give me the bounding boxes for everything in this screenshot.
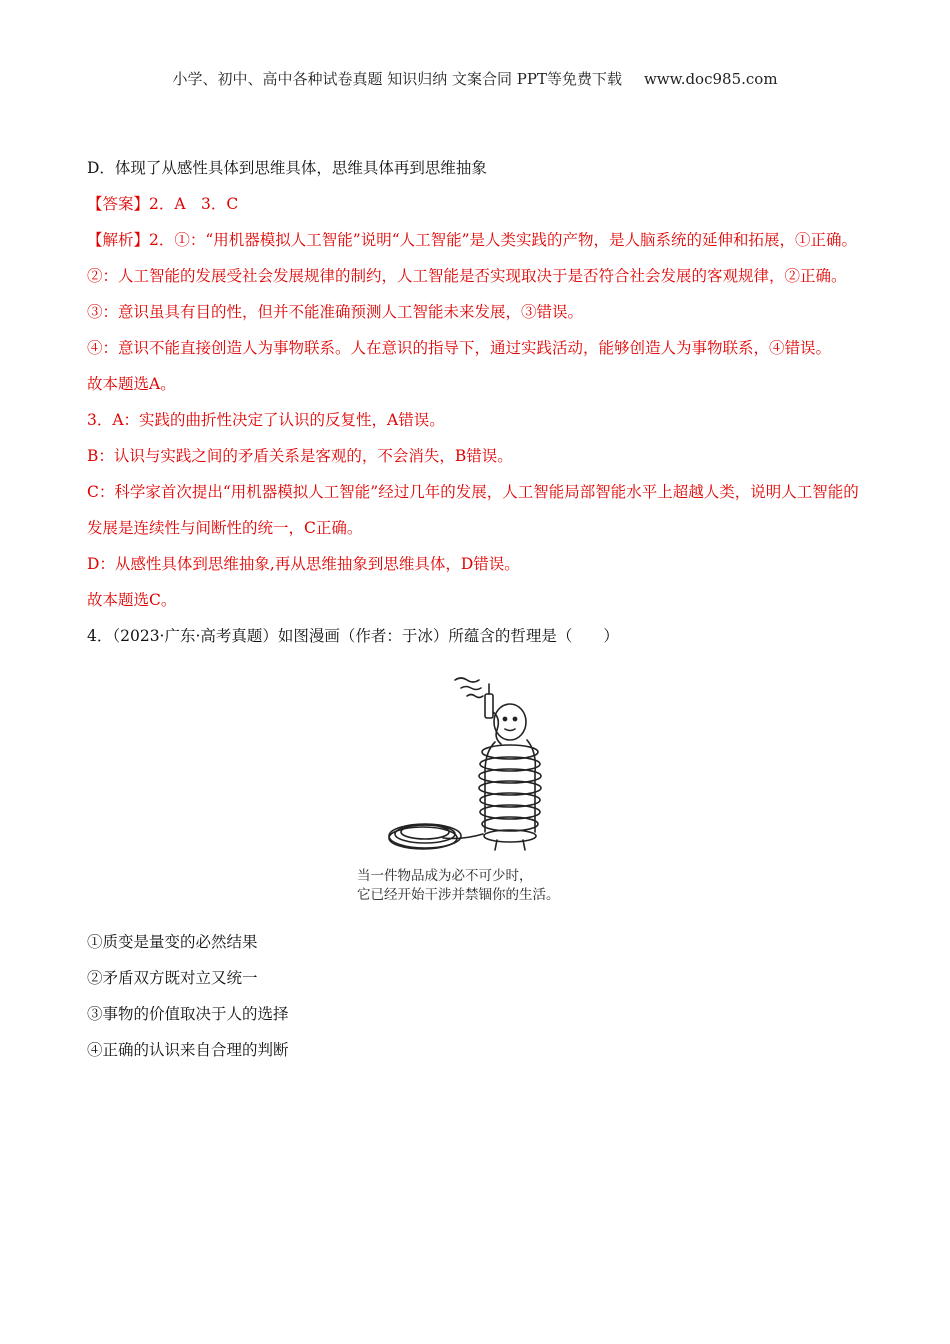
answer-options <box>87 924 867 1068</box>
analysis-line: ④：意识不能直接创造人为事物联系。人在意识的指导下，通过实践活动，能够创造人为事物联系，④错误。 <box>87 339 832 357</box>
cartoon-caption <box>357 867 587 905</box>
option-1: ①质变是量变的必然结果 <box>87 933 258 951</box>
analysis <box>87 222 867 618</box>
cartoon-figure <box>345 664 585 914</box>
analysis-line: D：从感性具体到思维抽象,再从思维抽象到思维具体，D错误。 <box>87 555 520 573</box>
header-url[interactable]: www.doc985.com <box>643 70 778 88</box>
analysis-line: 故本题选C。 <box>87 591 177 609</box>
answer-line: 【答案】2．A 3．C <box>87 195 239 213</box>
caption-line: 当一件物品成为必不可少时， <box>357 868 533 884</box>
analysis-line: ③：意识虽具有目的性，但并不能准确预测人工智能未来发展，③错误。 <box>87 303 584 321</box>
analysis-line: B：认识与实践之间的矛盾关系是客观的，不会消失，B错误。 <box>87 447 513 465</box>
analysis-line: 故本题选A。 <box>87 375 176 393</box>
analysis-line: C：科学家首次提出“用机器模拟人工智能”经过几年的发展，人工智能局部智能水平上超越人类，说明人工智能的发展是连续性与间断性的统一，C正确。 <box>87 483 859 537</box>
header-text: 小学、初中、高中各种试卷真题 知识归纳 文案合同 PPT等免费下载 <box>172 70 622 88</box>
question-4: 4．（2023·广东·高考真题）如图漫画（作者：于冰）所蕴含的哲理是（ ） <box>87 627 619 645</box>
analysis-line: ②：人工智能的发展受社会发展规律的制约，人工智能是否实现取决于是否符合社会发展的客观规律，②正确。 <box>87 267 847 285</box>
option-2: ②矛盾双方既对立又统一 <box>87 969 258 987</box>
caption-line: 它已经开始干涉并禁锢你的生活。 <box>357 887 560 903</box>
page-header <box>0 68 950 89</box>
option-4: ④正确的认识来自合理的判断 <box>87 1041 289 1059</box>
option-d: D．体现了从感性具体到思维具体，思维具体再到思维抽象 <box>87 159 487 177</box>
analysis-line: 3．A：实践的曲折性决定了认识的反复性，A错误。 <box>87 411 445 429</box>
analysis-line: 【解析】2．①：“用机器模拟人工智能”说明“人工智能”是人类实践的产物，是人脑系统的延伸和拓展，①正确。 <box>87 231 858 249</box>
cartoon-illustration <box>345 664 585 864</box>
document-body <box>87 150 867 1068</box>
option-3: ③事物的价值取决于人的选择 <box>87 1005 289 1023</box>
